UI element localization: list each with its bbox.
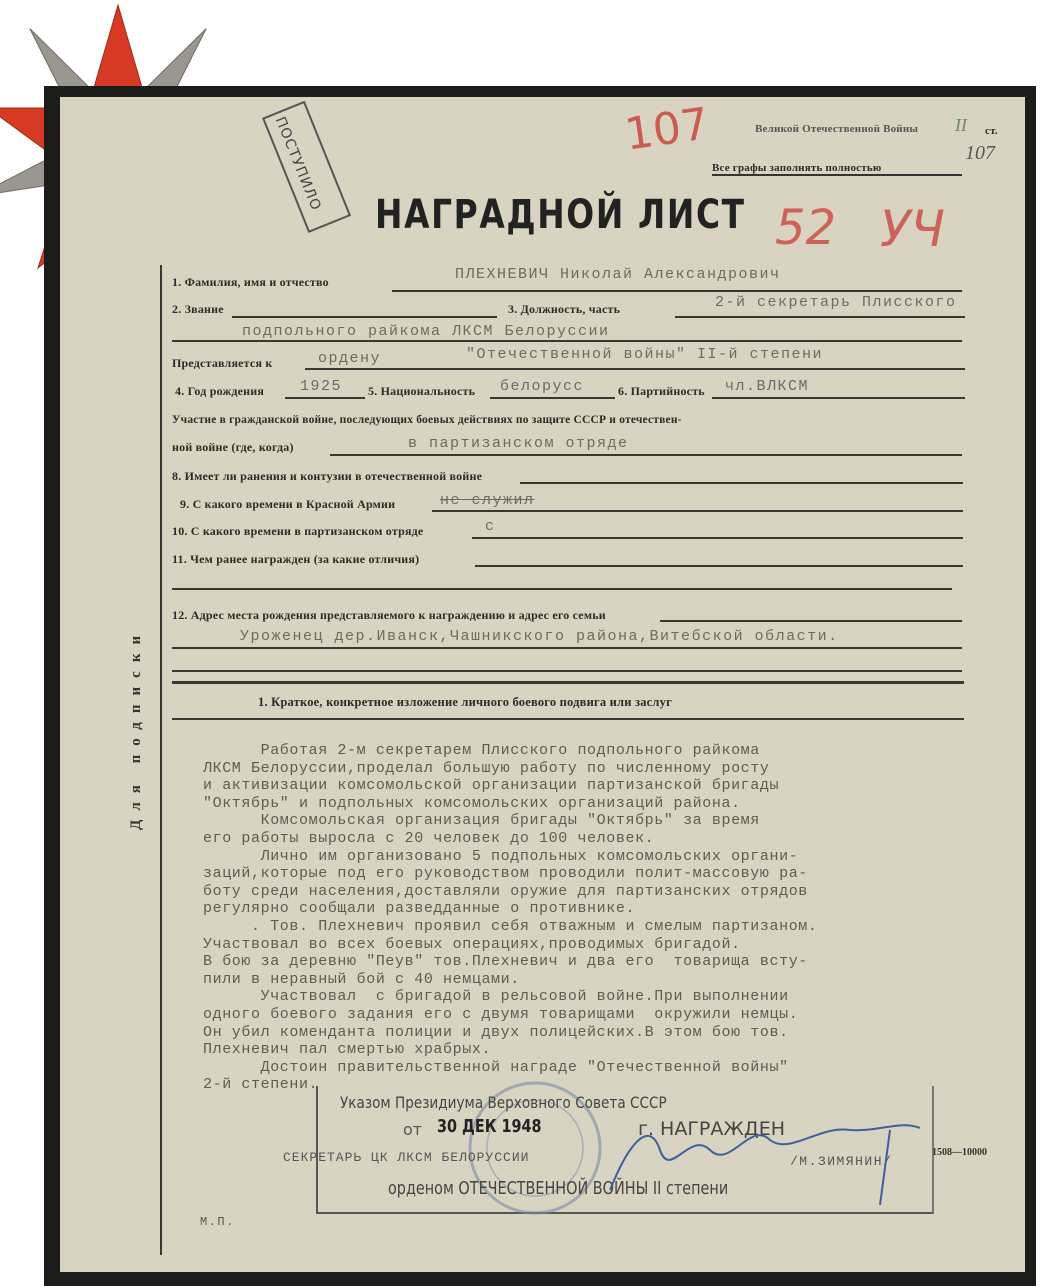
narrative-line: его работы выросла с 20 человек до 100 человек. [203,829,655,847]
divider [305,368,965,370]
narrative-line: Участвовал с бригадой в рельсовой войне.При выполнении [203,988,789,1006]
field-10-value: с [485,518,496,535]
divider [712,397,965,399]
field-4-value: 1925 [300,378,343,395]
red-mark: УЧ [880,200,945,258]
divider [172,647,962,649]
page-title: НАГРАДНОЙ ЛИСТ [375,192,746,238]
field-3-value: 2-й секретарь Плисского [715,294,957,311]
signature [590,1100,930,1210]
secretary-title: СЕКРЕТАРЬ ЦК ЛКСМ БЕЛОРУССИИ [283,1150,530,1165]
field-10-label: 10. С какого времени в партизанском отряде [172,524,424,538]
divider [660,620,962,622]
narrative-line: Лично им организовано 5 подпольных комсомольских органи- [203,847,799,865]
handwritten-number: 107 [965,142,995,164]
narrative-line: и активизации комсомольской организации партизанской бригады [203,777,780,795]
narrative-line: Работая 2-м секретарем Плисского подпольного райкома [203,742,760,759]
field-9-label: 9. С какого времени в Красной Армии [180,497,396,511]
narrative-line: Плехневич пал смертью храбрых. [203,1041,492,1059]
stamp-place-mark: М.П. [200,1215,235,1229]
narrative-line: Он убил коменданта полиции и двух полицейских.В этом бою тов. [203,1023,789,1041]
print-code: 1508—10000 [932,1147,987,1158]
field-11-label: 11. Чем ранее награжден (за какие отличия) [172,552,420,566]
field-1-label: 1. Фамилия, имя и отчество [172,275,329,289]
divider [490,397,615,399]
narrative-line: "Октябрь" и подпольных комсомольских организаций района. [203,794,741,812]
margin-label: Для подписки [128,626,144,830]
field-3-value-cont: подпольного райкома ЛКСМ Белоруссии [242,323,610,340]
divider [432,510,963,512]
field-5-value: белорусс [500,378,585,395]
received-stamp: ПОСТУПИЛО [262,101,351,233]
represented-value-2: "Отечественной войны" II-й степени [466,346,824,363]
represented-label: Представляется к [172,356,273,370]
divider [172,681,964,684]
divider [472,537,963,539]
narrative-line: Достоин правительственной награде "Отечественной войны" [203,1058,789,1076]
divider [172,340,962,342]
decree-from: от [403,1120,423,1139]
field-4-label: 4. Год рождения [175,384,265,398]
narrative-line: боту среди населения,доставляли оружие для партизанских отрядов [203,882,808,900]
represented-value-1: ордену [318,350,382,367]
field-12-value: Уроженец дер.Иванск,Чашникского района,Витебской области. [240,628,839,645]
top-note-num: II [955,115,967,135]
narrative-line: Комсомольская организация бригады "Октябрь" за время [203,812,760,830]
decree-line-1: Указом Президиума Верховного Совета СССР [340,1093,667,1112]
secretary-name: /М.ЗИМЯНИН/ [790,1154,893,1169]
divider [392,290,962,292]
narrative-line: ЛКСМ Белоруссии,проделал большую работу по численному росту [203,759,770,777]
field-7-label: Участие в гражданской войне, последующих боевых действиях по защите СССР и отечествен- [172,414,682,426]
field-6-value: чл.ВЛКСМ [725,378,810,395]
field-12-label: 12. Адрес места рождения представляемого к награждению и адрес его семьи [172,608,606,622]
margin-rule [160,265,162,1255]
divider [675,316,965,318]
divider [172,718,964,720]
field-2-label: 2. Звание [172,302,224,316]
top-note-suffix: ст. [985,125,998,137]
decree-date: 30 ДЕК 1948 [437,1116,542,1137]
field-7-value: в партизанском отряде [408,435,629,452]
field-7-label-cont: ной войне (где, когда) [172,440,294,454]
narrative-line: Участвовал во всех боевых операциях,проводимых бригадой. [203,935,741,953]
divider [172,670,962,672]
red-mark: 107 [621,98,713,161]
field-6-label: 6. Партийность [618,384,705,398]
divider [475,565,963,567]
narrative-line: регулярно сообщали разведданные о противнике. [203,900,636,918]
decree-awarded: г. НАГРАЖДЕН [638,1118,785,1140]
narrative-line: В бою за деревню "Пеув" тов.Плехневич и два его товарища всту- [203,953,808,971]
narrative-line: . Тов. Плехневич проявил себя отважным и смелым партизаном. [203,917,818,935]
divider [172,588,952,590]
field-5-label: 5. Национальность [368,384,476,398]
field-3-label: 3. Должность, часть [508,302,621,316]
decree-order: орденом ОТЕЧЕСТВЕННОЙ ВОЙНЫ II степени [388,1178,729,1199]
section-heading: 1. Краткое, конкретное изложение личного боевого подвига или заслуг [258,695,672,709]
divider [330,454,962,456]
divider [520,482,963,484]
narrative-line: заций,которые под его руководством проводили полит-массовую ра- [203,865,808,883]
fill-instruction: Все графы заполнять полностью [712,162,962,176]
top-note: Великой Отечественной Войны [755,123,919,135]
red-mark: 52 [775,200,837,256]
narrative-text [203,742,1023,1094]
field-9-value: не служил [440,492,535,509]
divider [285,397,365,399]
divider [232,316,497,318]
field-1-value: ПЛЕХНЕВИЧ Николай Александрович [455,266,781,283]
field-8-label: 8. Имеет ли ранения и контузии в отечественной войне [172,469,483,483]
narrative-line: пили в неравный бой с 40 немцами. [203,970,520,988]
narrative-line: 2-й степени. [203,1076,319,1094]
narrative-line: одного боевого задания его с двумя товарищами окружили немцы. [203,1005,799,1023]
